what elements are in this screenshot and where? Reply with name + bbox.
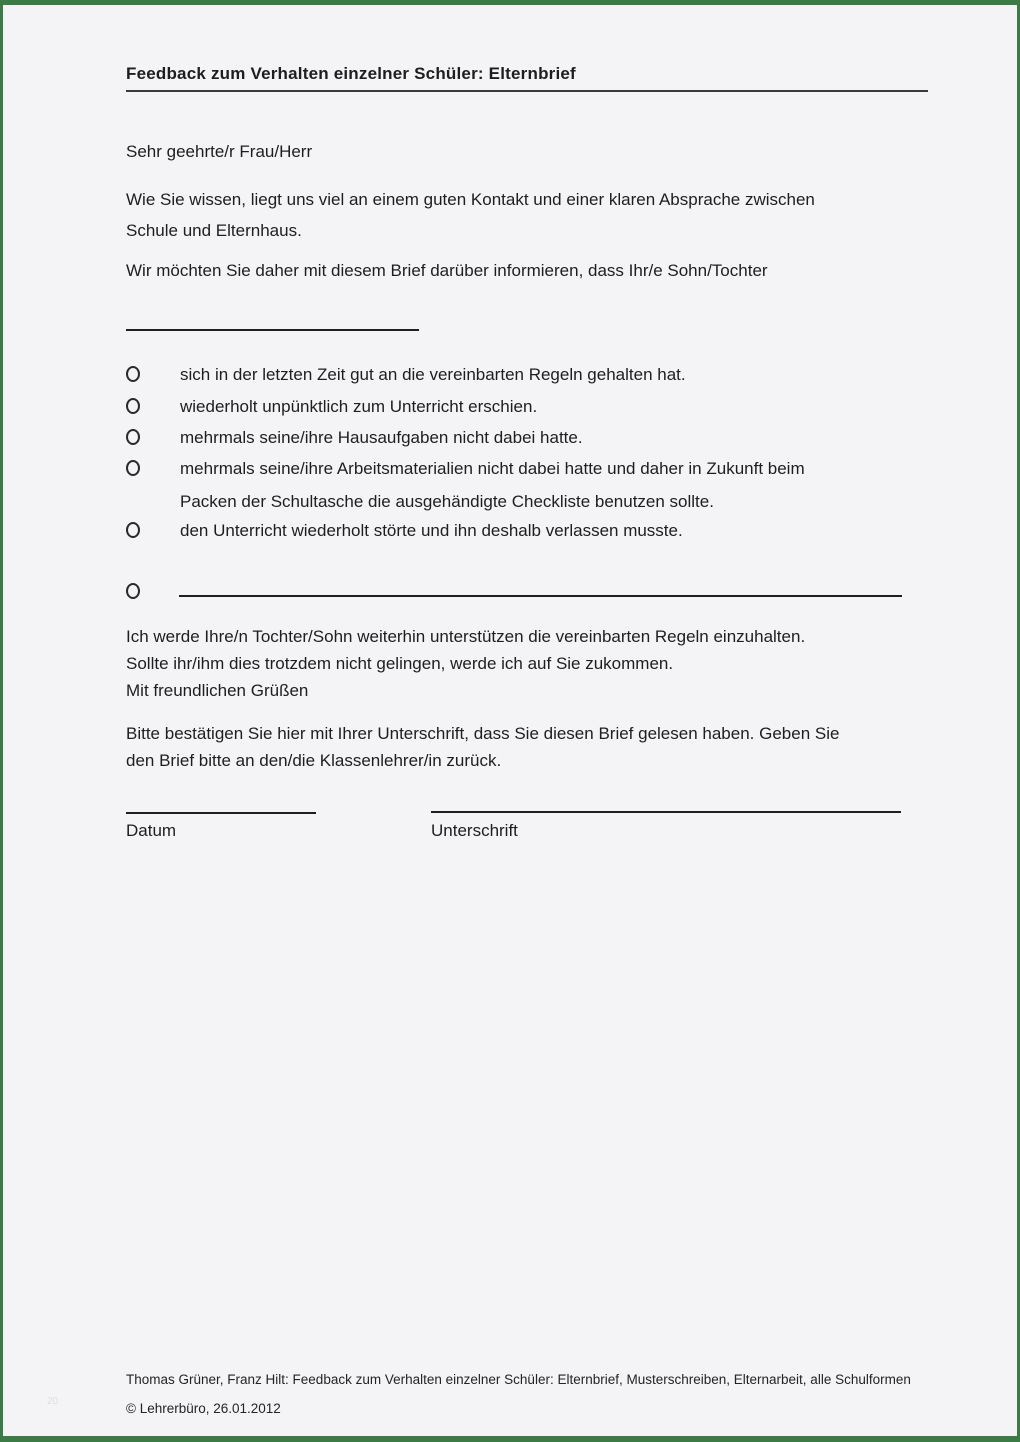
option-circle-checkbox[interactable] xyxy=(126,522,140,538)
option-row-custom-blank xyxy=(126,580,902,599)
option-row-rules-followed xyxy=(126,363,686,387)
option-circle-checkbox[interactable] xyxy=(126,460,140,476)
greeting-line: Sehr geehrte/r Frau/Herr xyxy=(126,142,313,161)
parent-signature-line xyxy=(431,811,901,813)
option-label: sich in der letzten Zeit gut an die vereinbarten Regeln gehalten hat. xyxy=(180,365,686,384)
option-label-line-2: Packen der Schultasche die ausgehändigte Checkliste benutzen sollte. xyxy=(180,492,714,511)
footer-credits xyxy=(126,1365,911,1423)
closing-line-1: Ich werde Ihre/n Tochter/Sohn weiterhin unterstützen die vereinbarten Regeln einzuhalten. xyxy=(126,627,806,646)
option-label xyxy=(180,457,805,514)
document-title: Feedback zum Verhalten einzelner Schüler: Elternbrief xyxy=(126,64,576,83)
inform-sentence: Wir möchten Sie daher mit diesem Brief darüber informieren, dass Ihr/e Sohn/Tochter xyxy=(126,261,768,280)
signature-label: Unterschrift xyxy=(431,821,518,840)
student-name-blank-line xyxy=(126,329,419,331)
closing-line-3: Mit freundlichen Grüßen xyxy=(126,681,309,700)
footer-source-line: Thomas Grüner, Franz Hilt: Feedback zum Verhalten einzelner Schüler: Elternbrief, Musterschreiben, Elternarbeit, alle Schulformen xyxy=(126,1372,911,1387)
signature-request-line-1: Bitte bestätigen Sie hier mit Ihrer Unterschrift, dass Sie diesen Brief gelesen haben. Geben Sie xyxy=(126,724,840,743)
option-label: den Unterricht wiederholt störte und ihn deshalb verlassen musste. xyxy=(180,521,683,540)
option-circle-checkbox[interactable] xyxy=(126,429,140,445)
footer-copyright-line: © Lehrerbüro, 26.01.2012 xyxy=(126,1401,281,1416)
option-label: wiederholt unpünktlich zum Unterricht erschien. xyxy=(180,397,538,416)
intro-line-1: Wie Sie wissen, liegt uns viel an einem guten Kontakt und einer klaren Absprache zwischen xyxy=(126,190,815,209)
signature-request-paragraph xyxy=(126,720,839,774)
closing-line-2: Sollte ihr/ihm dies trotzdem nicht gelingen, werde ich auf Sie zukommen. xyxy=(126,654,674,673)
faint-page-number: 20 xyxy=(47,1396,59,1407)
option-circle-checkbox[interactable] xyxy=(126,398,140,414)
signature-request-line-2: den Brief bitte an den/die Klassenlehrer/in zurück. xyxy=(126,751,502,770)
option-label: mehrmals seine/ihre Hausaufgaben nicht dabei hatte. xyxy=(180,428,583,447)
intro-paragraph xyxy=(126,184,815,246)
title-underline xyxy=(126,90,928,92)
paper-background xyxy=(3,5,1017,1436)
option-row-missing-homework xyxy=(126,426,583,450)
option-circle-checkbox[interactable] xyxy=(126,583,140,599)
closing-paragraph xyxy=(126,623,805,704)
date-signature-line xyxy=(126,812,316,814)
option-row-missing-materials xyxy=(126,457,805,514)
intro-line-2: Schule und Elternhaus. xyxy=(126,221,302,240)
date-label: Datum xyxy=(126,821,177,840)
option-circle-checkbox[interactable] xyxy=(126,366,140,382)
option-row-disturbed-class xyxy=(126,519,683,543)
option-row-late-to-class xyxy=(126,395,537,419)
custom-option-blank-line xyxy=(179,580,902,597)
option-label-line-1: mehrmals seine/ihre Arbeitsmaterialien nicht dabei hatte und daher in Zukunft beim xyxy=(180,459,805,478)
